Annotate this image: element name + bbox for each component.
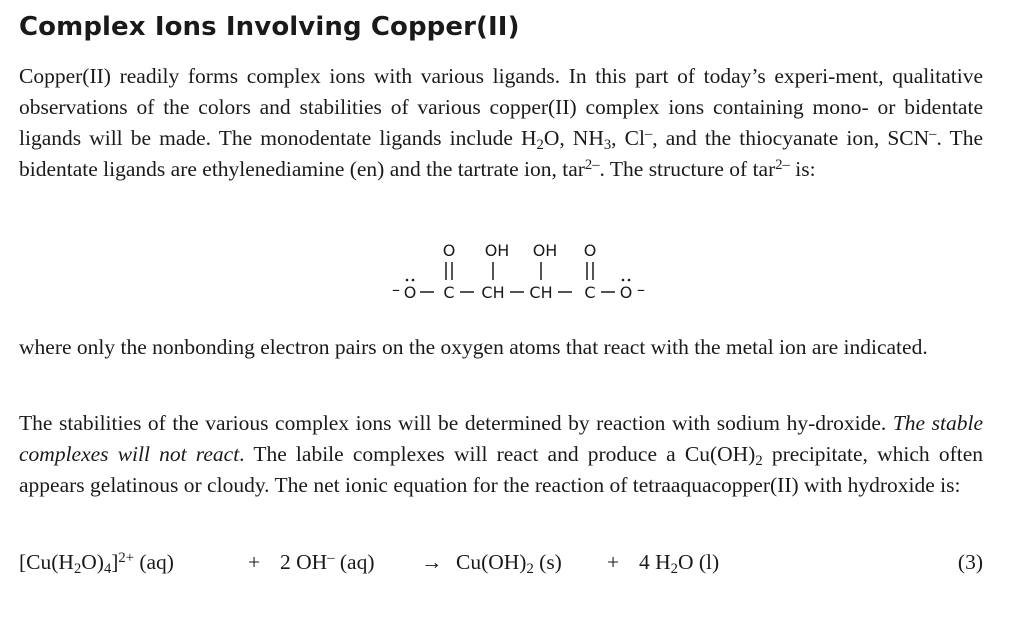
text-run: O (l) [677,550,720,574]
superscript: – [929,125,937,142]
text-run: , Cl [611,126,645,150]
chain-ch-2: CH [529,283,553,302]
structure-top-oh-1: OH [484,241,510,260]
charge-left: – [392,280,400,299]
superscript: 2– [775,156,790,173]
subscript: 2 [670,561,678,578]
reaction-arrow: → [421,550,443,574]
equation-reactant-2 [280,547,375,578]
text-run: precipitate, which often appears gelatinous or cloudy. The net ionic equation for the reaction of tetraaquacopper(II) with hydroxide is: [19,442,983,497]
tartrate-structure-diagram [382,236,662,306]
charge-right: – [637,280,645,299]
equation-plus-1: + [248,550,261,574]
chain-ch-1: CH [481,283,505,302]
structure-top-o-1: O [442,241,456,260]
lone-pair-dot [628,279,631,282]
paragraph-stabilities [19,408,983,501]
subscript: 2 [73,561,82,578]
equation-product-2 [639,547,719,578]
text-run: is: [789,157,816,181]
chain-c-left: C [443,283,455,302]
paragraph-nonbonding-note: where only the nonbonding electron pairs on the oxygen atoms that react with the metal ion are indicated. [19,335,928,359]
chain-o-right: O [619,283,633,302]
equation-number: (3) [957,550,983,574]
superscript: 2+ [118,549,134,566]
text-run: , and the thiocyanate ion, SCN [652,126,930,150]
chain-c-right: C [584,283,596,302]
text-run: ] [111,550,119,574]
subscript: 2 [536,137,544,154]
equation-product-1 [456,547,562,578]
lone-pair-dot [406,279,409,282]
paragraph-intro [19,61,983,185]
subscript: 2 [526,561,534,578]
equation-plus-2: + [607,550,620,574]
text-run: The stabilities of the various complex ions will be determined by reaction with sodium hy-droxide. [19,411,893,435]
lone-pair-dot [412,279,415,282]
subscript: 2 [755,453,763,470]
text-run: . The labile complexes will react and produce a Cu(OH) [239,442,756,466]
text-run: O, NH [543,126,604,150]
section-heading: Complex Ions Involving Copper(II) [19,12,520,42]
superscript: – [327,549,335,566]
text-run: O) [81,550,104,574]
equation-reactant-1 [19,547,174,578]
subscript: 3 [603,137,612,154]
text-run: (aq) [133,550,174,574]
text-run: . The structure of tar [599,157,776,181]
structure-top-oh-2: OH [532,241,558,260]
italic-emphasis: The stable complexes will not react [19,411,983,466]
text-run: (aq) [334,550,375,574]
subscript: 4 [103,561,112,578]
lone-pair-dot [622,279,625,282]
text-run: Copper(II) readily forms complex ions with various ligands. In this part of today’s experi-ment, qualitative observations of the colors and stabilities of various copper(II) complex ions containing mono- or bidentate ligands will be made. The monodentate ligands include H [19,64,983,150]
superscript: 2– [584,156,600,173]
chain-o-left: O [403,283,417,302]
superscript: – [644,125,653,142]
text-run: Cu(OH) [456,550,527,574]
structure-top-o-2: O [583,241,597,260]
text-run: (s) [533,550,562,574]
text-run: [Cu(H [19,550,74,574]
text-run: 2 OH [280,550,328,574]
text-run: . The bidentate ligands are ethylenediamine (en) and the tartrate ion, tar [19,126,983,181]
text-run: 4 H [639,550,671,574]
